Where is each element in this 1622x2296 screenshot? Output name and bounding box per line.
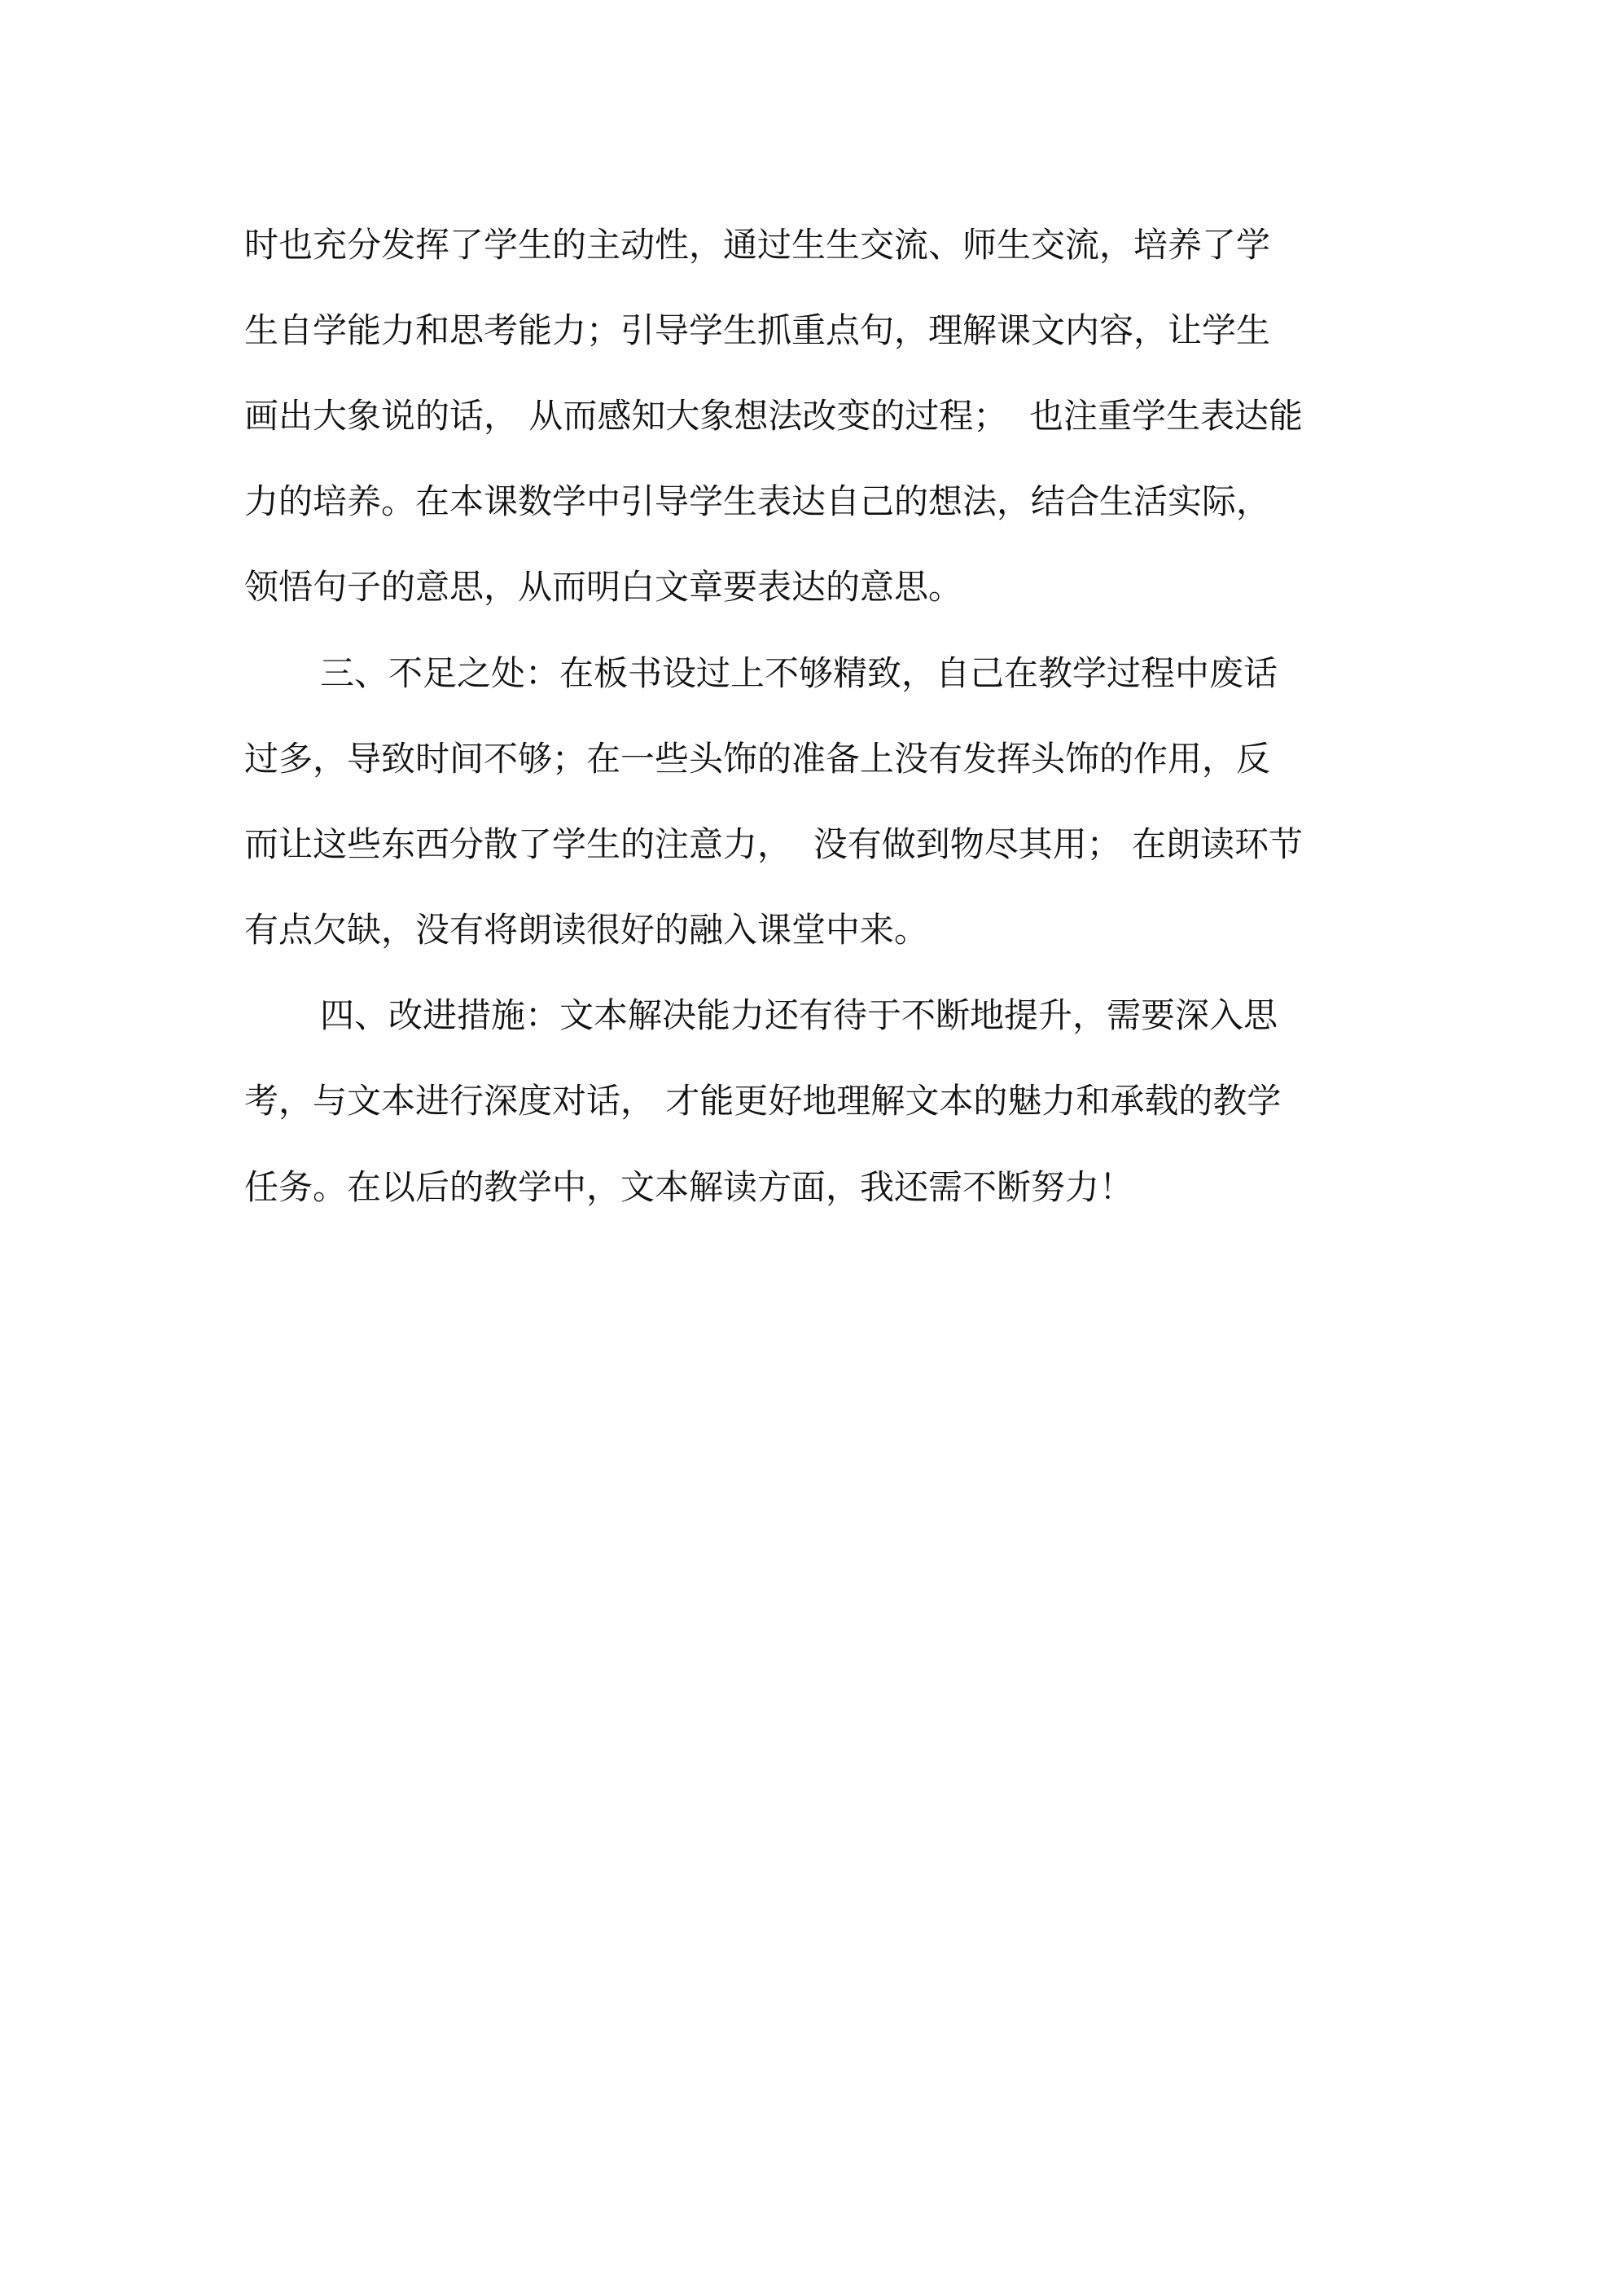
text-line: 考，与文本进行深度对话， 才能更好地理解文本的魅力和承载的教学 bbox=[244, 1081, 1282, 1121]
text-line: 领悟句子的意思，从而明白文章要表达的意思。 bbox=[244, 567, 963, 607]
text-line: 力的培养。在本课数学中引导学生表达自己的想法，结合生活实际， bbox=[244, 481, 1271, 521]
text-line: 生自学能力和思考能力；引导学生抓重点句，理解课文内容，让学生 bbox=[244, 310, 1271, 350]
paragraph-heading-line: 四、改进措施：文本解决能力还有待于不断地提升，需要深入思 bbox=[320, 995, 1278, 1035]
text-line: 任务。在以后的教学中，文本解读方面，我还需不断努力！ bbox=[244, 1167, 1134, 1207]
text-line: 画出大象说的话， 从而感知大象想法改变的过程； 也注重学生表达能 bbox=[244, 396, 1304, 436]
text-line: 而让这些东西分散了学生的注意力， 没有做到物尽其用； 在朗读环节 bbox=[244, 824, 1304, 864]
text-line: 过多，导致时间不够；在一些头饰的准备上没有发挥头饰的作用，反 bbox=[244, 739, 1271, 779]
paragraph-heading-line: 三、不足之处：在板书设过上不够精致，自己在教学过程中废话 bbox=[320, 653, 1278, 693]
text-line: 时也充分发挥了学生的主动性，通过生生交流、师生交流，培养了学 bbox=[244, 225, 1271, 265]
text-line: 有点欠缺，没有将朗读很好的融入课堂中来。 bbox=[244, 910, 929, 950]
